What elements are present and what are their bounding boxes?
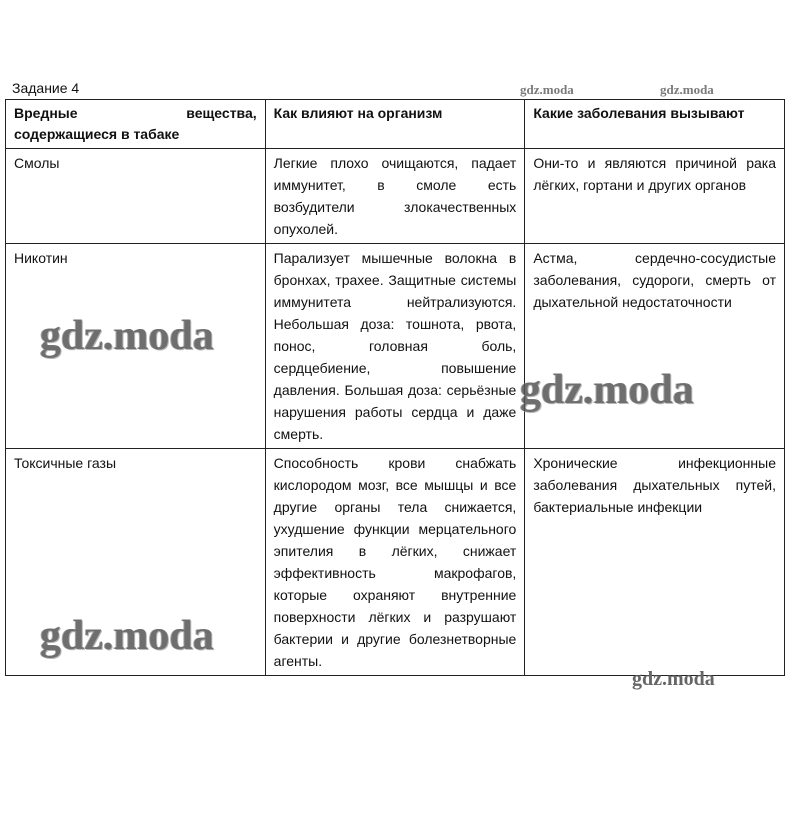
- watermark-big-1: gdz.moda: [40, 313, 214, 359]
- cell-effect: Способность крови снабжать кислородом мозг, все мышцы и все другие органы тела снижается, ухудшение функции мерцательного эпителия в лёгких, снижает эффективность макрофагов, которые охраняют внутренние поверхности лёгких и разрушают бактерии и другие болезнетворные агенты.: [265, 449, 525, 676]
- cell-substance: Никотин: [6, 244, 266, 449]
- watermark-mid-1: gdz.moda: [632, 668, 715, 690]
- header-effects: Как влияют на организм: [265, 100, 525, 149]
- cell-diseases: Они-то и являются причиной рака лёгких, гортани и других органов: [525, 149, 785, 244]
- header-substances-part2: вещества,: [186, 105, 257, 121]
- header-diseases: Какие заболевания вызывают: [525, 100, 785, 149]
- cell-effect: Легкие плохо очищаются, падает иммунитет, в смоле есть возбудители злокачественных опухолей.: [265, 149, 525, 244]
- task-title: Задание 4: [12, 80, 80, 96]
- header-substances-line2: содержащиеся в табаке: [14, 126, 180, 142]
- header-substances-part1: Вредные: [14, 105, 78, 121]
- watermark-big-2: gdz.moda: [520, 367, 694, 413]
- cell-diseases: Астма, сердечно-сосудистые заболевания, судороги, смерть от дыхательной недостаточности: [525, 244, 785, 449]
- header-substances: [6, 100, 266, 149]
- cell-substance: Смолы: [6, 149, 266, 244]
- table-row: [6, 149, 785, 244]
- cell-substance: Токсичные газы: [6, 449, 266, 676]
- watermark-big-3: gdz.moda: [40, 613, 214, 659]
- cell-effect: Парализует мышечные волокна в бронхах, трахее. Защитные системы иммунитета нейтрализуются. Небольшая доза: тошнота, рвота, понос, головная боль, сердцебиение, повышение давления. Большая доза: серьёзные нарушения работы сердца и даже смерть.: [265, 244, 525, 449]
- watermark-small-1: gdz.moda: [520, 82, 574, 97]
- table-header-row: [6, 100, 785, 149]
- cell-diseases: Хронические инфекционные заболевания дыхательных путей, бактериальные инфекции: [525, 449, 785, 676]
- watermark-small-2: gdz.moda: [660, 82, 714, 97]
